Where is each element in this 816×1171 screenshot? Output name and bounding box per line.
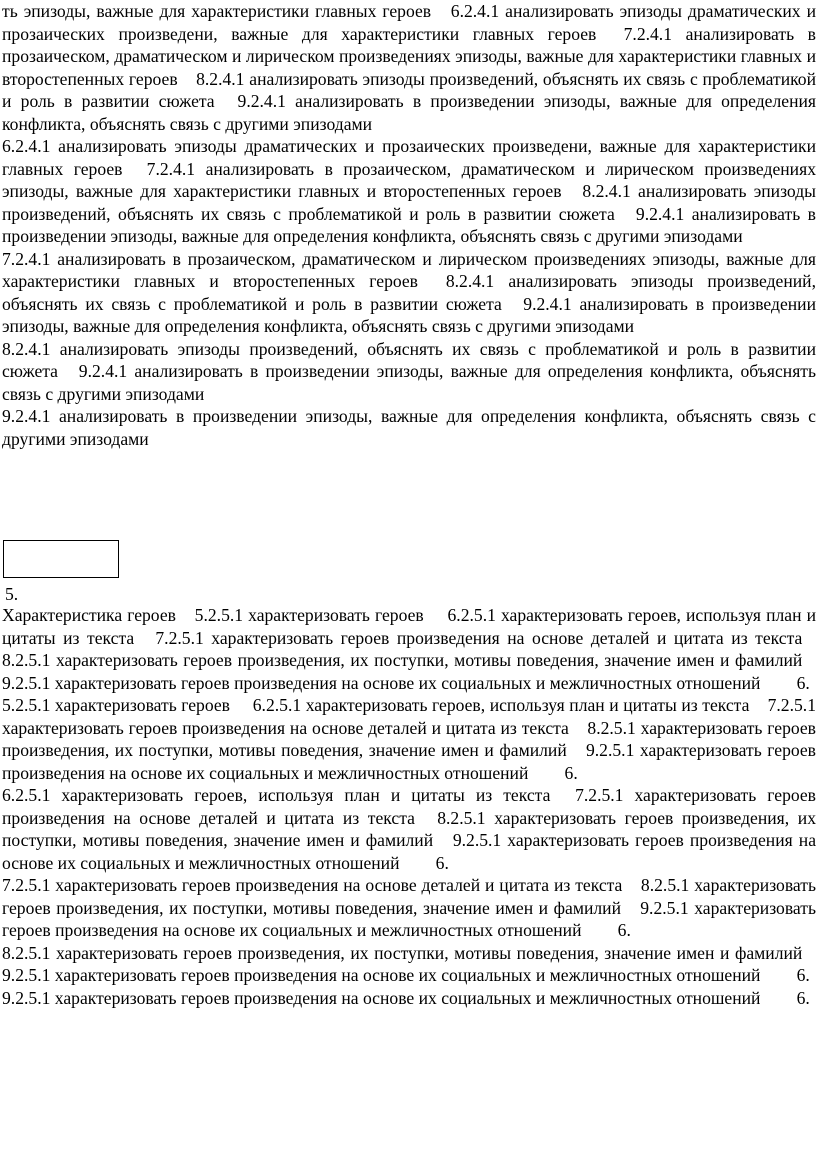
paragraph: 9.2.5.1 характеризовать героев произведения на основе их социальных и межличностных отношений 6.: [2, 987, 779, 1008]
empty-table-cell: [3, 540, 119, 578]
paragraph: 8.2.5.1 характеризовать героев произведения, их поступки, мотивы поведения, значение имен и фамилий 9.2.5.1 характеризовать героев произведения на основе их социальных и межличностных отношений 6.: [2, 942, 816, 985]
top-text-block: [2, 0, 816, 450]
paragraph: 7.2.5.1 характеризовать героев произведения на основе деталей и цитата из текста 8.2.5.1 характеризовать героев произведения, их поступки, мотивы поведения, значение имен и фамилий 9.2.5.1 характеризовать героев произведения на основе их социальных и межличностных отношений 6.: [2, 875, 816, 940]
paragraph: 6.2.4.1 анализировать эпизоды драматических и прозаических произведени, важные для характеристики главных героев 7.2.4.1 анализировать в прозаическом, драматическом и лирическом произведениях эпизоды, важные для характеристики главных и второстепенных героев 8.2.4.1 анализировать эпизоды произведений, объяснять их связь с проблематикой и роль в развитии сюжета 9.2.4.1 анализировать в произведении эпизоды, важные для определения конфликта, объяснять связь с другими эпизодами: [2, 136, 816, 246]
paragraph: 9.2.4.1 анализировать в произведении эпизоды, важные для определения конфликта, объяснять связь с другими эпизодами: [2, 406, 816, 449]
bottom-text-block: [2, 604, 816, 1009]
paragraph: ть эпизоды, важные для характеристики главных героев 6.2.4.1 анализировать эпизоды драматических и прозаических произведени, важные для характеристики главных героев 7.2.4.1 анализировать в прозаическом, драматическом и лирическом произведениях эпизоды, важные для характеристики главных и второстепенных героев 8.2.4.1 анализировать эпизоды произведений, объяснять их связь с проблематикой и роль в развитии сюжета 9.2.4.1 анализировать в произведении эпизоды, важные для определения конфликта, объяснять связь с другими эпизодами: [2, 1, 816, 134]
paragraph: 5.2.5.1 характеризовать героев 6.2.5.1 характеризовать героев, используя план и цитаты из текста 7.2.5.1 характеризовать героев произведения на основе деталей и цитата из текста 8.2.5.1 характеризовать героев произведения, их поступки, мотивы поведения, значение имен и фамилий 9.2.5.1 характеризовать героев произведения на основе их социальных и межличностных отношений 6.: [2, 695, 816, 783]
paragraph: 7.2.4.1 анализировать в прозаическом, драматическом и лирическом произведениях эпизоды, важные для характеристики главных и второстепенных героев 8.2.4.1 анализировать эпизоды произведений, объяснять их связь с проблематикой и роль в развитии сюжета 9.2.4.1 анализировать в произведении эпизоды, важные для определения конфликта, объяснять связь с другими эпизодами: [2, 248, 816, 336]
paragraph: 6.2.5.1 характеризовать героев, используя план и цитаты из текста 7.2.5.1 характеризовать героев произведения на основе деталей и цитата из текста 8.2.5.1 характеризовать героев произведения, их поступки, мотивы поведения, значение имен и фамилий 9.2.5.1 характеризовать героев произведения на основе их социальных и межличностных отношений 6.: [2, 785, 816, 873]
row-number: 5.: [5, 584, 19, 604]
paragraph: 8.2.4.1 анализировать эпизоды произведений, объяснять их связь с проблематикой и роль в развитии сюжета 9.2.4.1 анализировать в произведении эпизоды, важные для определения конфликта, объяснять связь с другими эпизодами: [2, 338, 816, 404]
paragraph: Характеристика героев 5.2.5.1 характеризовать героев 6.2.5.1 характеризовать героев, используя план и цитаты из текста 7.2.5.1 характеризовать героев произведения на основе деталей и цитата из текста 8.2.5.1 характеризовать героев произведения, их поступки, мотивы поведения, значение имен и фамилий 9.2.5.1 характеризовать героев произведения на основе их социальных и межличностных отношений 6.: [2, 605, 816, 693]
